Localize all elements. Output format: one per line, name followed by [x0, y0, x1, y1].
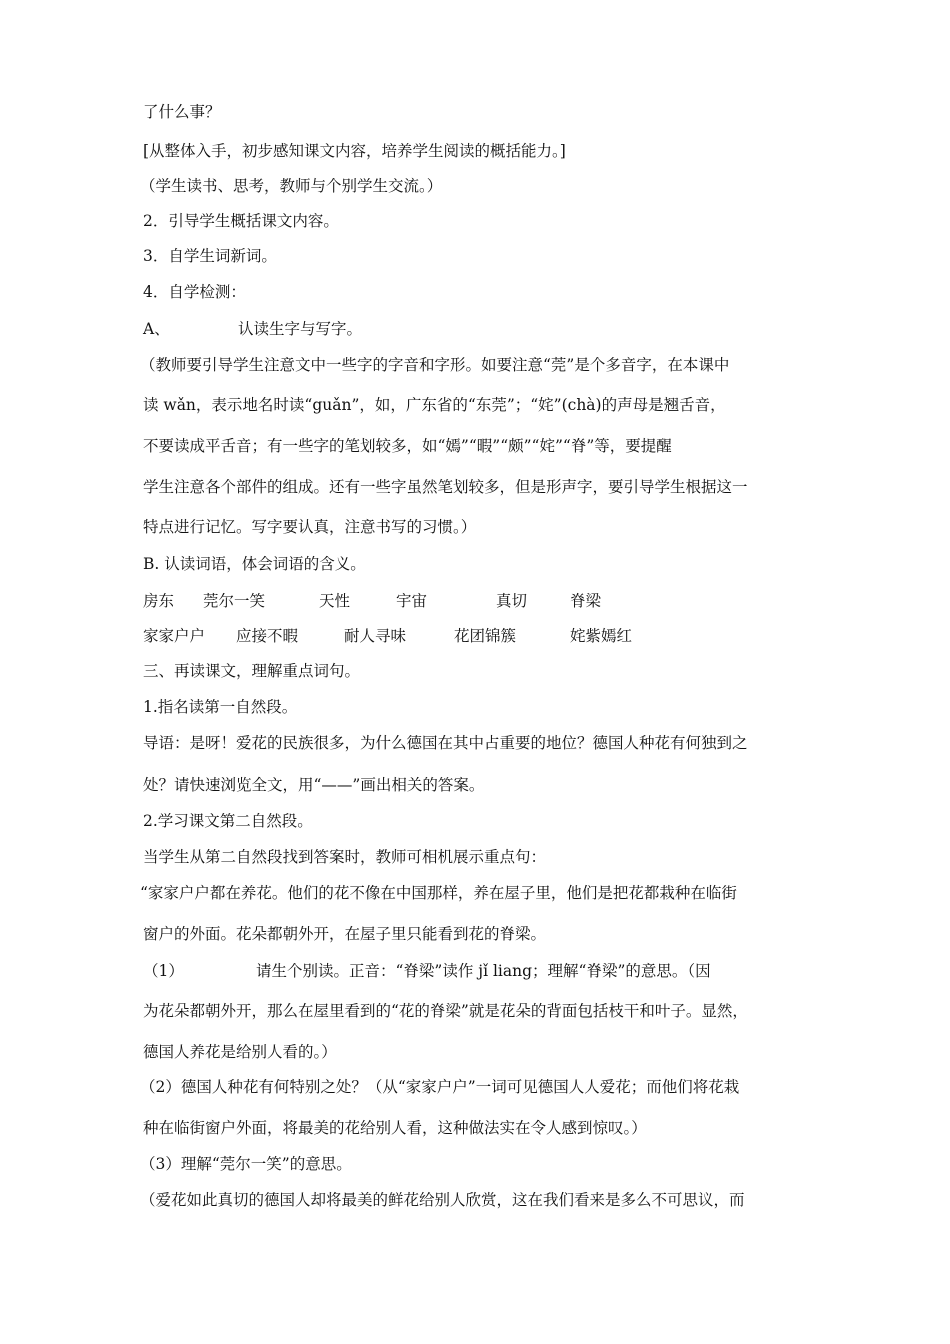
- text-line: 1.指名读第一自然段。: [143, 698, 298, 716]
- text-line: 种在临街窗户外面，将最美的花给别人看，这种做法实在令人感到惊叹。）: [143, 1119, 647, 1137]
- text-line: 读 wǎn，表示地名时读“guǎn”，如，广东省的“东莞”；“姹”(chà)的声母是翘舌音，: [143, 396, 726, 414]
- text-line: [从整体入手，初步感知课文内容，培养学生阅读的概括能力。]: [143, 142, 566, 160]
- vocab-word: 应接不暇: [236, 627, 299, 645]
- vocab-word: 莞尔一笑: [203, 592, 266, 610]
- vocab-word: 花团锦簇: [454, 627, 517, 645]
- list-marker: （1）: [143, 962, 184, 980]
- vocab-word: 家家户户: [143, 627, 206, 645]
- text-line: （教师要引导学生注意文中一些字的字音和字形。如要注意“莞”是个多音字，在本课中: [140, 356, 730, 374]
- text-line: 不要读成平舌音；有一些字的笔划较多，如“嫣”“暇”“颇”“姹”“脊”等，要提醒: [143, 437, 672, 455]
- text-line: （爱花如此真切的德国人却将最美的鲜花给别人欣赏，这在我们看来是多么不可思议，而: [140, 1191, 745, 1209]
- text-line: （2）德国人种花有何特别之处？（从“家家户户”一词可见德国人人爱花；而他们将花栽: [140, 1078, 740, 1096]
- list-marker: A、: [143, 320, 170, 338]
- text-line: 认读生字与写字。: [238, 320, 363, 338]
- vocab-word: 耐人寻味: [344, 627, 407, 645]
- vocab-word: 房东: [143, 592, 175, 610]
- vocab-word: 宇宙: [396, 592, 428, 610]
- text-line: 为花朵都朝外开，那么在屋里看到的“花的脊梁”就是花朵的背面包括枝干和叶子。显然，: [143, 1002, 748, 1020]
- section-heading: 三、再读课文，理解重点词句。: [143, 662, 361, 680]
- text-line: 2.学习课文第二自然段。: [143, 812, 313, 830]
- text-line: 请生个别读。正音：“脊梁”读作 jǐ liang；理解“脊梁”的意思。（因: [256, 962, 711, 980]
- quote-line: “家家户户都在养花。他们的花不像在中国那样，养在屋子里，他们是把花都栽种在临街: [140, 884, 737, 902]
- text-line: 学生注意各个部件的组成。还有一些字虽然笔划较多，但是形声字，要引导学生根据这一: [143, 478, 748, 496]
- text-line: B. 认读词语，体会词语的含义。: [143, 555, 366, 573]
- text-line: 当学生从第二自然段找到答案时，教师可相机展示重点句：: [143, 848, 547, 866]
- vocab-word: 脊梁: [570, 592, 602, 610]
- text-line: 处？请快速浏览全文，用“——”画出相关的答案。: [143, 776, 485, 794]
- text-line: 2．引导学生概括课文内容。: [143, 212, 339, 230]
- text-line: （学生读书、思考，教师与个别学生交流。）: [140, 177, 443, 195]
- text-line: 特点进行记忆。写字要认真，注意书写的习惯。）: [143, 518, 477, 536]
- text-line: 4．自学检测：: [143, 283, 246, 301]
- text-line: 导语：是呀！爱花的民族很多，为什么德国在其中占重要的地位？德国人种花有何独到之: [143, 734, 748, 752]
- vocab-word: 真切: [496, 592, 528, 610]
- vocab-word: 姹紫嫣红: [570, 627, 633, 645]
- vocab-word: 天性: [319, 592, 351, 610]
- text-line: 德国人养花是给别人看的。）: [143, 1043, 337, 1061]
- text-line: 了什么事？: [143, 103, 221, 121]
- text-line: （3）理解“莞尔一笑”的意思。: [140, 1155, 352, 1173]
- text-line: 3．自学生词新词。: [143, 247, 277, 265]
- quote-line: 窗户的外面。花朵都朝外开，在屋子里只能看到花的脊梁。: [143, 925, 547, 943]
